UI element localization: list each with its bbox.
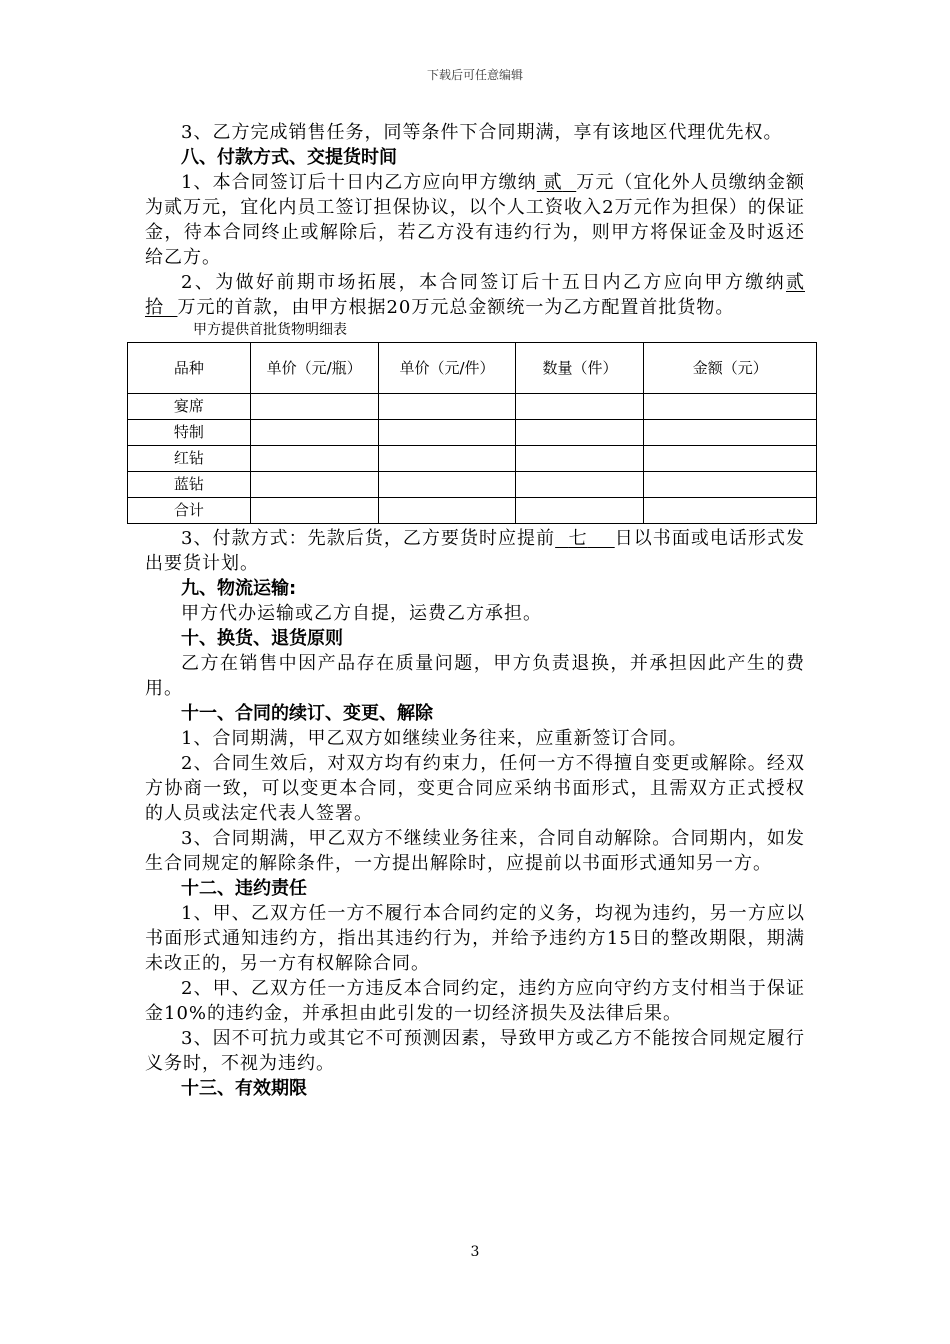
paragraph bbox=[145, 170, 805, 270]
page-number: 3 bbox=[470, 1244, 480, 1260]
section-heading: 十、换货、退货原则 bbox=[181, 628, 343, 649]
section-heading: 十三、有效期限 bbox=[181, 1078, 307, 1099]
filled-blank: 贰拾 bbox=[145, 272, 805, 318]
paragraph bbox=[145, 270, 805, 320]
row-label: 蓝钻 bbox=[128, 472, 251, 498]
table-row bbox=[128, 420, 817, 446]
table-cell bbox=[644, 446, 817, 472]
paragraph bbox=[145, 526, 805, 576]
table-cell bbox=[516, 498, 644, 524]
text-run: 3、付款方式：先款后货，乙方要货时应提前 bbox=[181, 528, 556, 549]
page-header: 下载后可任意编辑 bbox=[426, 68, 523, 82]
column-header: 品种 bbox=[128, 343, 251, 394]
table-cell bbox=[378, 420, 516, 446]
table-cell bbox=[516, 394, 644, 420]
table-cell bbox=[250, 420, 378, 446]
text-run: 2、为做好前期市场拓展，本合同签订后十五日内乙方应向甲方缴纳 bbox=[181, 272, 786, 293]
table-cell bbox=[516, 446, 644, 472]
table-row bbox=[128, 472, 817, 498]
section-heading: 十一、合同的续订、变更、解除 bbox=[181, 703, 433, 724]
table-caption: 甲方提供首批货物明细表 bbox=[193, 322, 347, 338]
paragraph: 1、甲、乙双方任一方不履行本合同约定的义务，均视为违约，另一方应以书面形式通知违约方，指出其违约行为，并给予违约方15日的整改期限，期满未改正的，另一方有权解除合同。 bbox=[145, 903, 805, 974]
table-cell bbox=[644, 394, 817, 420]
table-cell bbox=[250, 472, 378, 498]
text-run: 万元的首款，由甲方根据20万元总金额统一为乙方配置首批货物。 bbox=[177, 297, 735, 318]
table-cell bbox=[250, 446, 378, 472]
table-cell bbox=[644, 498, 817, 524]
section-heading: 八、付款方式、交提货时间 bbox=[181, 147, 397, 168]
row-label: 宴席 bbox=[128, 394, 251, 420]
paragraph: 3、因不可抗力或其它不可预测因素，导致甲方或乙方不能按合同规定履行义务时，不视为违约。 bbox=[145, 1028, 805, 1074]
column-header: 单价（元/瓶） bbox=[250, 343, 378, 394]
row-label: 合计 bbox=[128, 498, 251, 524]
paragraph: 甲方代办运输或乙方自提，运费乙方承担。 bbox=[181, 603, 542, 624]
table-row bbox=[128, 498, 817, 524]
table-cell bbox=[378, 446, 516, 472]
table-cell bbox=[644, 472, 817, 498]
text-run: 万元（宜化外人员缴纳金额为贰万元，宜化内员工签订担保协议，以个人工资收入2万元作为担保）的保证金，待本合同终止或解除后，若乙方没有违约行为，则甲方将保证金及时返还给乙方。 bbox=[145, 172, 806, 268]
paragraph: 2、甲、乙双方任一方违反本合同约定，违约方应向守约方支付相当于保证金10%的违约金，并承担由此引发的一切经济损失及法律后果。 bbox=[145, 978, 805, 1024]
text-run: 日以书面或电话形式发出要货计划。 bbox=[145, 528, 806, 574]
document-body bbox=[145, 120, 805, 1101]
paragraph: 3、乙方完成销售任务，同等条件下合同期满，享有该地区代理优先权。 bbox=[181, 122, 783, 143]
paragraph: 3、合同期满，甲乙双方不继续业务往来，合同自动解除。合同期内，如发生合同规定的解除条件，一方提出解除时，应提前以书面形式通知另一方。 bbox=[145, 828, 805, 874]
table-row bbox=[128, 394, 817, 420]
column-header: 单价（元/件） bbox=[378, 343, 516, 394]
table-cell bbox=[250, 394, 378, 420]
goods-table bbox=[127, 342, 817, 524]
filled-blank: 贰 bbox=[543, 172, 563, 193]
paragraph: 乙方在销售中因产品存在质量问题，甲方负责退换，并承担因此产生的费用。 bbox=[145, 653, 805, 699]
row-label: 红钻 bbox=[128, 446, 251, 472]
table-header-row bbox=[128, 343, 817, 394]
section-heading: 九、物流运输: bbox=[181, 578, 297, 599]
paragraph: 1、合同期满，甲乙双方如继续业务往来，应重新签订合同。 bbox=[181, 728, 688, 749]
table-cell bbox=[378, 472, 516, 498]
table-cell bbox=[378, 498, 516, 524]
column-header: 金额（元） bbox=[644, 343, 817, 394]
section-heading: 十二、违约责任 bbox=[181, 878, 307, 899]
table-row bbox=[128, 446, 817, 472]
table-cell bbox=[644, 420, 817, 446]
filled-blank: 七 bbox=[568, 528, 588, 549]
text-run: 1、本合同签订后十日内乙方应向甲方缴纳 bbox=[181, 172, 537, 193]
table-cell bbox=[516, 472, 644, 498]
table-cell bbox=[378, 394, 516, 420]
row-label: 特制 bbox=[128, 420, 251, 446]
table-cell bbox=[250, 498, 378, 524]
paragraph: 2、合同生效后，对双方均有约束力，任何一方不得擅自变更或解除。经双方协商一致，可以变更本合同，变更合同应采纳书面形式，且需双方正式授权的人员或法定代表人签署。 bbox=[145, 753, 805, 824]
column-header: 数量（件） bbox=[516, 343, 644, 394]
table-cell bbox=[516, 420, 644, 446]
